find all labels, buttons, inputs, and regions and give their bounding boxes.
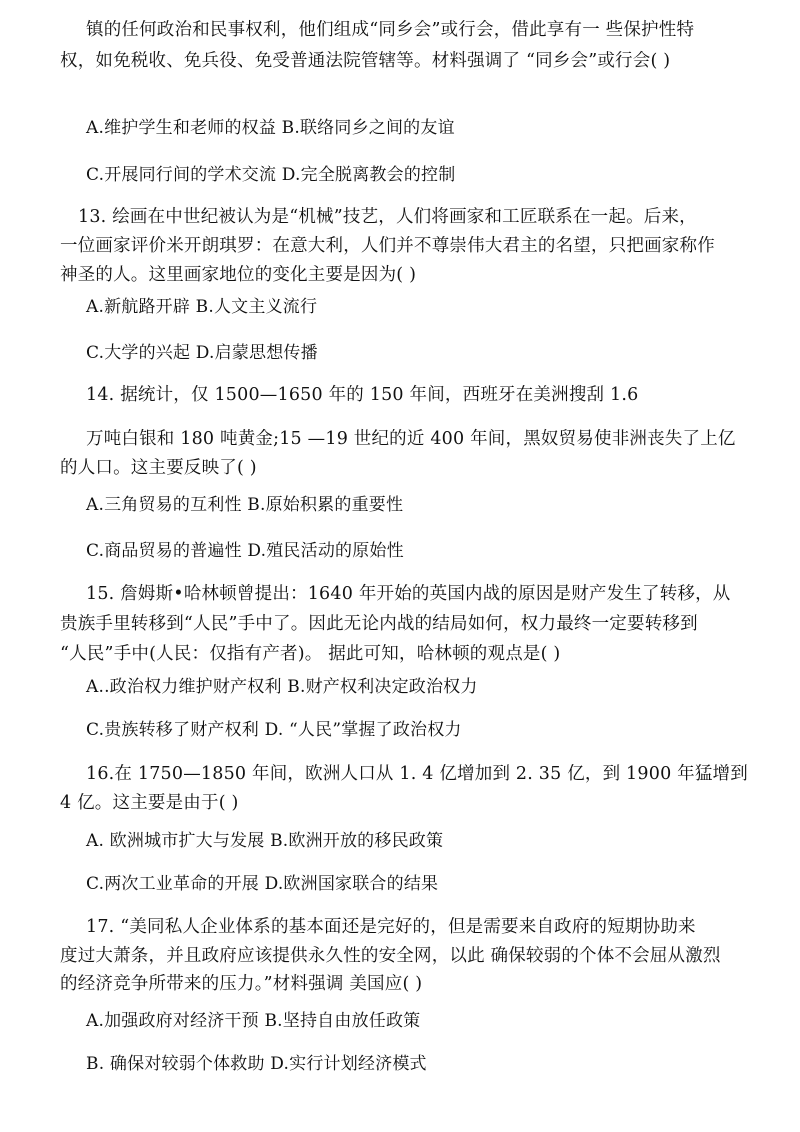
text-line: “人民”手中(人民：仅指有产者)。 据此可知，哈林顿的观点是( ) <box>60 644 561 664</box>
option-line: A.三角贸易的互利性 B.原始积累的重要性 <box>86 495 404 515</box>
text-line: 万吨白银和 180 吨黄金;15 —19 世纪的近 400 年间，黑奴贸易使非洲丧失了上亿 <box>86 429 736 449</box>
text-line: 神圣的人。这里画家地位的变化主要是因为( ) <box>60 265 417 285</box>
text-line: 的人口。这主要反映了( ) <box>60 458 257 478</box>
text-line: 贵族手里转移到“人民”手中了。因此无论内战的结局如何，权力最终一定要转移到 <box>60 614 698 634</box>
option-line: C.大学的兴起 D.启蒙思想传播 <box>86 343 318 363</box>
option-line: C.贵族转移了财产权利 D. “人民”掌握了政治权力 <box>86 720 462 740</box>
option-line: B. 确保对较弱个体救助 D.实行计划经济模式 <box>86 1054 427 1074</box>
option-line: A.新航路开辟 B.人文主义流行 <box>86 297 318 317</box>
option-line: C.商品贸易的普遍性 D.殖民活动的原始性 <box>86 541 404 561</box>
text-line: 一位画家评价米开朗琪罗：在意大利，人们并不尊崇伟大君主的名望，只把画家称作 <box>60 236 715 256</box>
text-line: 权，如免税收、免兵役、免受普通法院管辖等。材料强调了 “同乡会”或行会( ) <box>60 51 671 71</box>
text-line: 4 亿。这主要是由于( ) <box>60 793 239 813</box>
question-line: 14. 据统计，仅 1500—1650 年的 150 年间，西班牙在美洲搜刮 1.6 <box>86 385 639 405</box>
question-line: 17. “美同私人企业体系的基本面还是完好的，但是需要来自政府的短期协助来 <box>86 917 696 937</box>
option-line: A..政治权力维护财产权利 B.财产权利决定政治权力 <box>86 677 478 697</box>
option-line: C.两次工业革命的开展 D.欧洲国家联合的结果 <box>86 874 439 894</box>
option-line: C.开展同行间的学术交流 D.完全脱离教会的控制 <box>86 165 456 185</box>
question-line: 15. 詹姆斯•哈林顿曾提出：1640 年开始的英国内战的原因是财产发生了转移，从 <box>86 584 731 604</box>
text-line: 的经济竞争所带来的压力。”材料强调 美国应( ) <box>60 974 423 994</box>
question-line: 16.在 1750—1850 年间，欧洲人口从 1. 4 亿增加到 2. 35 亿，到 1900 年猛增到 <box>86 764 748 784</box>
option-line: A.维护学生和老师的权益 B.联络同乡之间的友谊 <box>86 118 455 138</box>
option-line: A.加强政府对经济干预 B.坚持自由放任政策 <box>86 1011 421 1031</box>
option-line: A. 欧洲城市扩大与发展 B.欧洲开放的移民政策 <box>86 831 444 851</box>
question-line: 13. 绘画在中世纪被认为是“机械”技艺，人们将画家和工匠联系在一起。后来， <box>78 207 697 227</box>
text-line: 度过大萧条，并且政府应该提供永久性的安全网，以此 确保较弱的个体不会屈从激烈 <box>60 946 721 966</box>
text-line: 镇的任何政治和民事权利，他们组成“同乡会”或行会，借此享有一 些保护性特 <box>86 20 695 40</box>
